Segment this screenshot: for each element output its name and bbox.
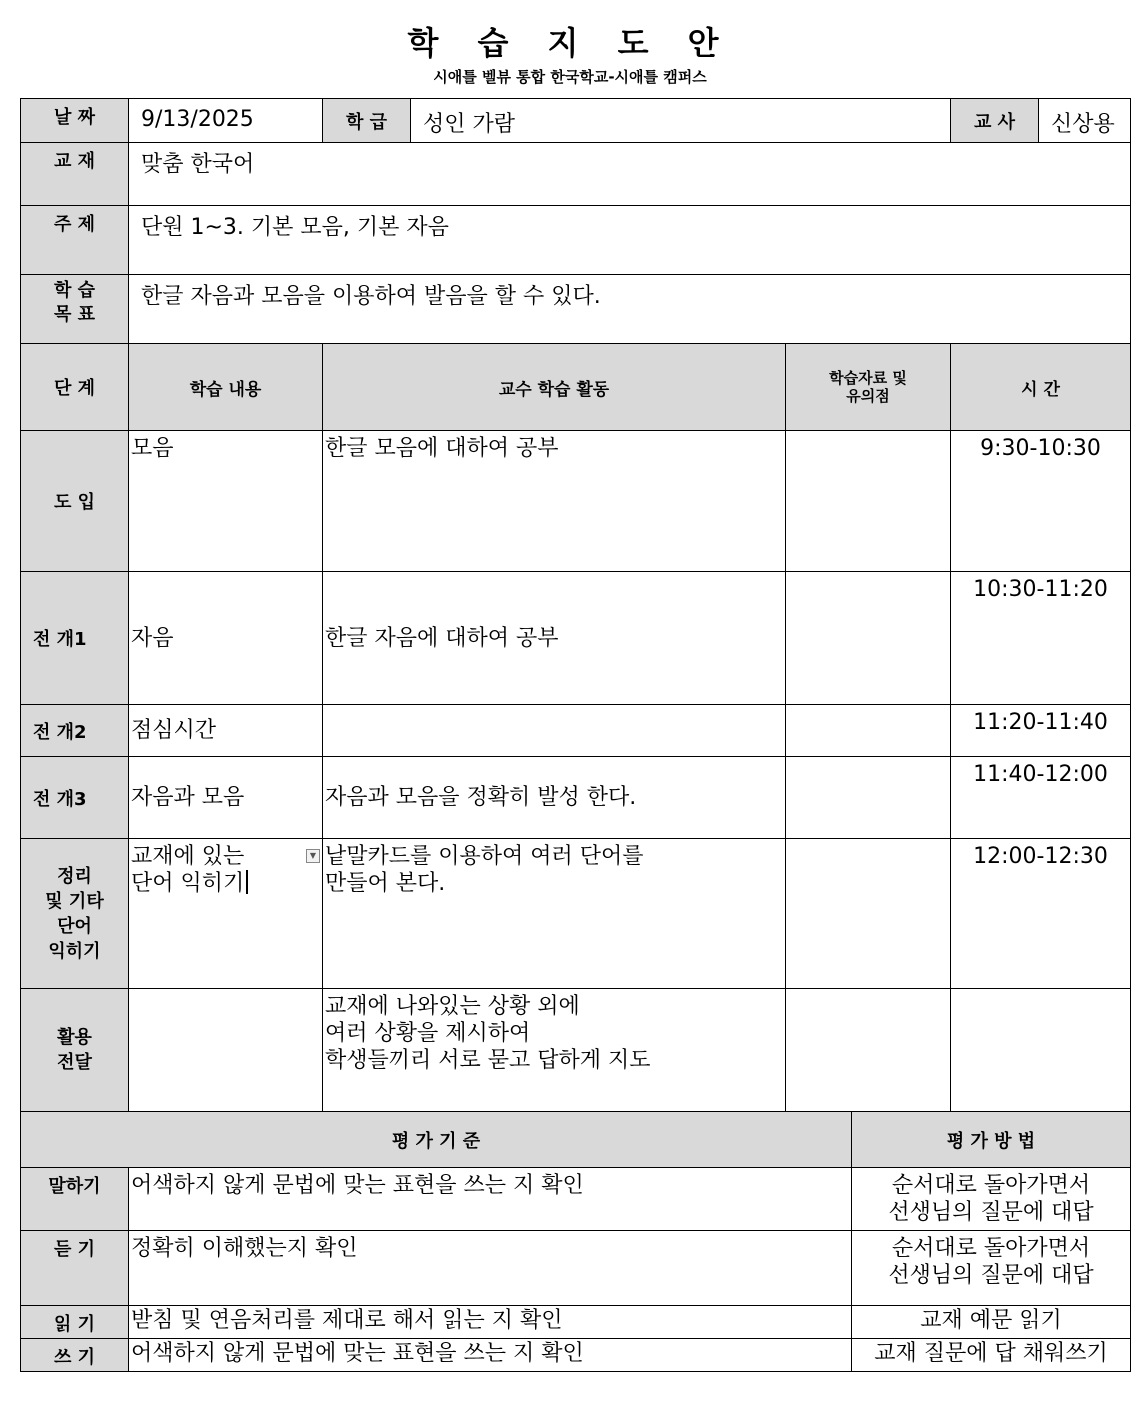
stage-column-header: 단 계 [21,344,129,431]
stage-row [21,705,1131,757]
evaluation-method[interactable]: 순서대로 돌아가면서 선생님의 질문에 대답 [852,1231,1131,1306]
date-label: 날 짜 [21,99,129,143]
stage-activity[interactable]: 자음과 모음을 정확히 발성 한다. [323,757,786,839]
stage-materials[interactable] [786,431,951,572]
goal-label: 학 습 목 표 [21,275,129,344]
goal-value[interactable]: 한글 자음과 모음을 이용하여 발음을 할 수 있다. [129,275,1131,344]
evaluation-method[interactable]: 교재 질문에 답 채워쓰기 [852,1339,1131,1372]
time-column-header: 시 간 [951,344,1131,431]
evaluation-method-header: 평 가 방 법 [852,1112,1131,1168]
evaluation-skill: 말하기 [21,1168,129,1231]
dropdown-arrow-icon[interactable]: ▼ [306,849,320,863]
evaluation-skill: 쓰 기 [21,1339,129,1372]
stage-materials[interactable] [786,572,951,705]
stage-name: 정리 및 기타 단어 익히기 [21,839,129,989]
stage-row [21,431,1131,572]
evaluation-method[interactable]: 순서대로 돌아가면서 선생님의 질문에 대답 [852,1168,1131,1231]
teacher-label: 교 사 [951,99,1039,143]
stage-time[interactable]: 11:20-11:40 [951,705,1131,757]
stage-time[interactable]: 12:00-12:30 [951,839,1131,989]
stage-content[interactable]: 자음 [129,572,323,705]
stage-name: 전 개2 [21,705,129,757]
stage-time[interactable]: 9:30-10:30 [951,431,1131,572]
evaluation-method[interactable]: 교재 예문 읽기 [852,1306,1131,1339]
stage-content[interactable]: 점심시간 [129,705,323,757]
class-label: 학 급 [323,99,411,143]
text-cursor [246,870,248,894]
stage-name: 도 입 [21,431,129,572]
date-value[interactable]: 9/13/2025 [129,99,323,143]
topic-label: 주 제 [21,206,129,275]
evaluation-skill: 읽 기 [21,1306,129,1339]
stage-materials[interactable] [786,989,951,1112]
lesson-plan-table [20,98,1131,1372]
stage-activity[interactable]: 한글 모음에 대하여 공부 [323,431,786,572]
stage-activity[interactable]: 낱말카드를 이용하여 여러 단어를 만들어 본다. [323,839,786,989]
evaluation-skill: 듣 기 [21,1231,129,1306]
evaluation-row [21,1339,1131,1372]
stage-row [21,757,1131,839]
content-column-header: 학습 내용 [129,344,323,431]
stage-materials[interactable] [786,839,951,989]
class-value[interactable]: 성인 가람 [411,99,951,143]
stage-row [21,989,1131,1112]
stage-content-cell[interactable] [129,839,323,989]
topic-value[interactable]: 단원 1~3. 기본 모음, 기본 자음 [129,206,1131,275]
evaluation-criteria[interactable]: 어색하지 않게 문법에 맞는 표현을 쓰는 지 확인 [129,1168,852,1231]
stage-content[interactable]: 자음과 모음 [129,757,323,839]
stage-time[interactable]: 10:30-11:20 [951,572,1131,705]
stage-content: 교재에 있는 단어 익히기 [131,844,245,896]
stage-time[interactable] [951,989,1131,1112]
evaluation-row [21,1168,1131,1231]
stage-activity[interactable]: 한글 자음에 대하여 공부 [323,572,786,705]
teacher-value[interactable]: 신상용 [1039,99,1131,143]
materials-column-header: 학습자료 및 유의점 [786,344,951,431]
stage-materials[interactable] [786,705,951,757]
stage-time[interactable]: 11:40-12:00 [951,757,1131,839]
evaluation-row [21,1306,1131,1339]
stage-content[interactable] [129,989,323,1112]
stage-materials[interactable] [786,757,951,839]
document-subtitle: 시애틀 벨뷰 통합 한국학교-시애틀 캠퍼스 [433,68,707,86]
textbook-label: 교 재 [21,143,129,206]
evaluation-criteria-header: 평 가 기 준 [21,1112,852,1168]
activity-column-header: 교수 학습 활동 [323,344,786,431]
stage-row [21,572,1131,705]
document-title: 학 습 지 도 안 [407,24,733,62]
textbook-value[interactable]: 맞춤 한국어 [129,143,1131,206]
stage-name: 전 개3 [21,757,129,839]
stage-row [21,839,1131,989]
stage-name: 전 개1 [21,572,129,705]
evaluation-criteria[interactable]: 받침 및 연음처리를 제대로 해서 읽는 지 확인 [129,1306,852,1339]
stage-name: 활용 전달 [21,989,129,1112]
stage-activity[interactable] [323,705,786,757]
stage-activity[interactable]: 교재에 나와있는 상황 외에 여러 상황을 제시하여 학생들끼리 서로 묻고 답하게 지도 [323,989,786,1112]
stage-content[interactable]: 모음 [129,431,323,572]
evaluation-row [21,1231,1131,1306]
evaluation-criteria[interactable]: 어색하지 않게 문법에 맞는 표현을 쓰는 지 확인 [129,1339,852,1372]
evaluation-criteria[interactable]: 정확히 이해했는지 확인 [129,1231,852,1306]
